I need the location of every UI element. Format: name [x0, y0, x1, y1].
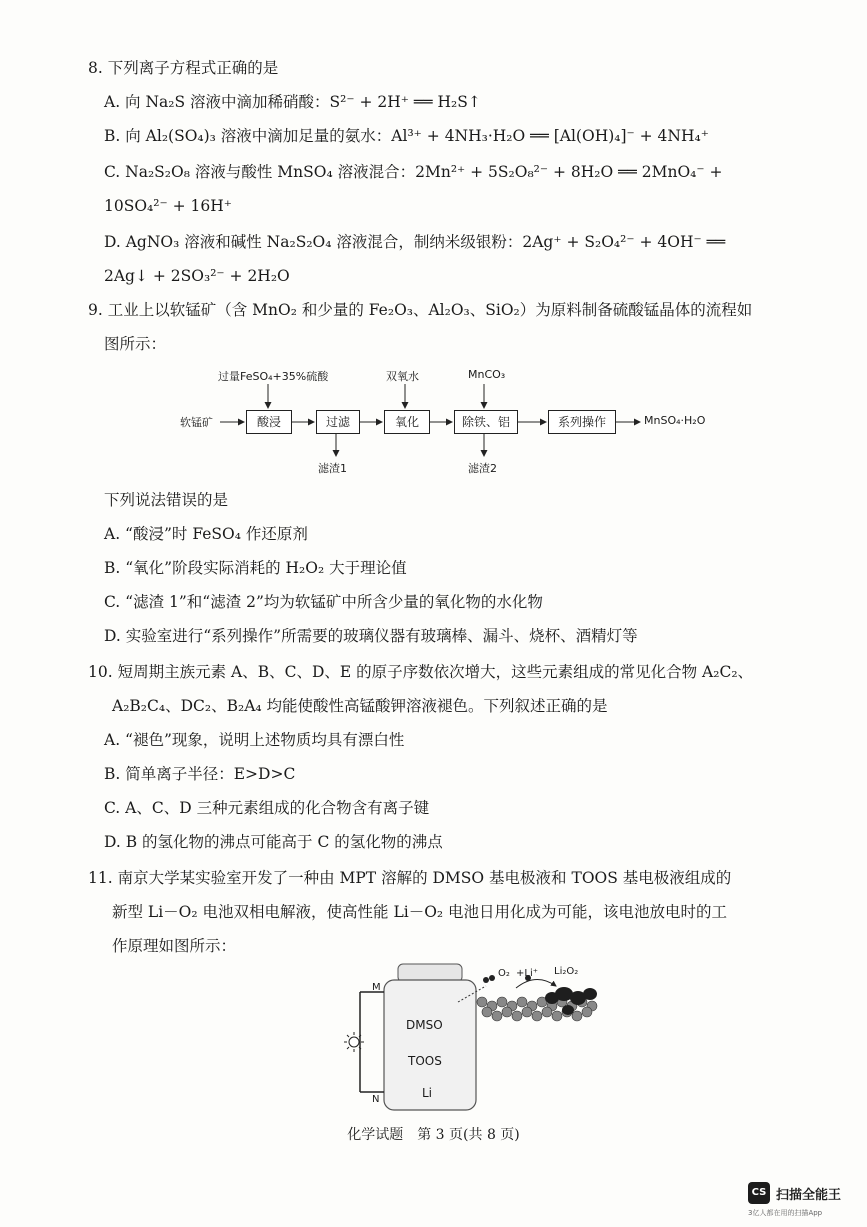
q10-option-c: C. A、C、D 三种元素组成的化合物含有离子键 — [104, 799, 430, 817]
q10-stem-line1: 10. 短周期主族元素 A、B、C、D、E 的原子序数依次增大，这些元素组成的常见化合物 A₂C₂、 — [88, 663, 754, 681]
q8-option-a: A. 向 Na₂S 溶液中滴加稀硝酸：S²⁻ + 2H⁺ ══ H₂S↑ — [104, 93, 481, 111]
q11-stem-line1: 11. 南京大学某实验室开发了一种由 MPT 溶解的 DMSO 基电极液和 TOOS 基电极液组成的 — [88, 869, 732, 887]
flow-residue2-label: 滤渣2 — [468, 462, 497, 475]
flow-step-acid-leach: 酸浸 — [246, 410, 292, 434]
bulb-icon — [344, 1032, 364, 1052]
flow-step-filter: 过滤 — [316, 410, 360, 434]
layer-li-label: Li — [422, 1086, 433, 1100]
li-ion-label: +Li⁺ — [516, 968, 539, 979]
q10-stem-line2: A₂B₂C₄、DC₂、B₂A₄ 均能使酸性高锰酸钾溶液褪色。下列叙述正确的是 — [112, 697, 608, 715]
flow-step-series-ops: 系列操作 — [548, 410, 616, 434]
q8-option-c-line2: 10SO₄²⁻ + 16H⁺ — [104, 197, 232, 215]
flow-product-label: MnSO₄·H₂O — [644, 414, 706, 427]
flow-reagent1-label: 过量FeSO₄+35%硫酸 — [218, 370, 329, 383]
logo-tagline: 3亿人都在用的扫描App — [748, 1209, 823, 1217]
q8-option-d-line1: D. AgNO₃ 溶液和碱性 Na₂S₂O₄ 溶液混合，制纳米级银粉：2Ag⁺ + S₂O₄²⁻ + 4OH⁻ ══ — [104, 233, 726, 251]
battery-diagram — [340, 962, 610, 1114]
flow-input-label: 软锰矿 — [180, 416, 213, 429]
q9-stem-line2: 图所示： — [104, 335, 167, 353]
cs-logo-icon: CS — [748, 1182, 770, 1204]
q9-stem-line1: 9. 工业上以软锰矿（含 MnO₂ 和少量的 Fe₂O₃、Al₂O₃、SiO₂）为原料制备硫酸锰晶体的流程如 — [88, 301, 753, 319]
q9-ask: 下列说法错误的是 — [104, 491, 229, 509]
q11-stem-line2: 新型 Li－O₂ 电池双相电解液，使高性能 Li－O₂ 电池日用化成为可能，该电池放电时的工 — [112, 903, 728, 921]
q10-option-a: A. “褪色”现象，说明上述物质均具有漂白性 — [104, 731, 405, 749]
q11-stem-line3: 作原理如图所示： — [112, 937, 237, 955]
flow-reagent2-label: 双氧水 — [386, 370, 419, 383]
process-flow-diagram — [180, 366, 740, 478]
li2o2-label: Li₂O₂ — [554, 966, 579, 977]
o2-label: O₂ — [498, 968, 510, 979]
q9-option-d: D. 实验室进行“系列操作”所需要的玻璃仪器有玻璃棒、漏斗、烧杯、酒精灯等 — [104, 627, 638, 645]
flow-step-remove-fe-al: 除铁、铝 — [454, 410, 518, 434]
terminal-n-label: N — [372, 1094, 380, 1105]
q8-stem: 8. 下列离子方程式正确的是 — [88, 59, 279, 77]
layer-toos-label: TOOS — [408, 1054, 442, 1068]
page-footer: 化学试题 第 3 页(共 8 页) — [347, 1127, 520, 1143]
layer-dmso-label: DMSO — [406, 1018, 443, 1032]
flow-step-oxidize: 氧化 — [384, 410, 430, 434]
q9-option-a: A. “酸浸”时 FeSO₄ 作还原剂 — [104, 525, 308, 543]
q9-option-b: B. “氧化”阶段实际消耗的 H₂O₂ 大于理论值 — [104, 559, 407, 577]
q8-option-c-line1: C. Na₂S₂O₈ 溶液与酸性 MnSO₄ 溶液混合：2Mn²⁺ + 5S₂O₈²⁻ + 8H₂O ══ 2MnO₄⁻ + — [104, 163, 723, 181]
q9-option-c: C. “滤渣 1”和“滤渣 2”均为软锰矿中所含少量的氧化物的水化物 — [104, 593, 543, 611]
flow-reagent3-label: MnCO₃ — [468, 368, 506, 381]
q8-option-b: B. 向 Al₂(SO₄)₃ 溶液中滴加足量的氨水：Al³⁺ + 4NH₃·H₂O ══ [Al(OH)₄]⁻ + 4NH₄⁺ — [104, 127, 709, 145]
q8-option-d-line2: 2Ag↓ + 2SO₃²⁻ + 2H₂O — [104, 267, 290, 285]
q10-option-d: D. B 的氢化物的沸点可能高于 C 的氢化物的沸点 — [104, 833, 443, 851]
flow-residue1-label: 滤渣1 — [318, 462, 347, 475]
terminal-m-label: M — [372, 982, 381, 993]
q10-option-b: B. 简单离子半径：E>D>C — [104, 765, 296, 783]
logo-brand-text: 扫描全能王 — [776, 1188, 842, 1203]
scanner-logo — [748, 1178, 858, 1220]
